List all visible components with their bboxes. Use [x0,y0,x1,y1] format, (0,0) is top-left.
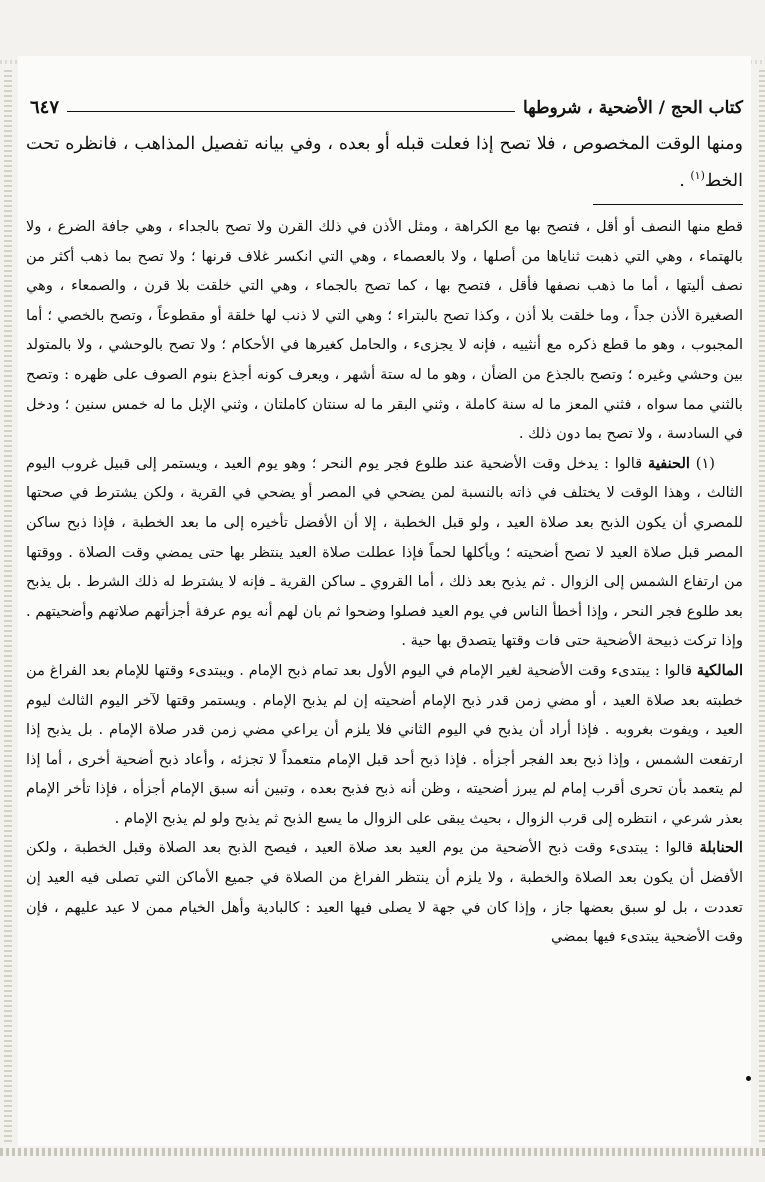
footnote-continuation: قطع منها النصف أو أقل ، فتصح بها مع الكراهة ، ومثل الأذن في ذلك القرن ولا تصح بالجداء ، وهي جافة الضرع ، ولا بالهتماء ، وهي التي ذهبت ثناياها من أصلها ، ولا بالعصماء ، وهي التي انكسر غلاف قرنها ؛ ولا تصح بما ذهب أكثر من نصف أليتها ، أما ما ذهب نصفها فأقل ، فتصح بها ، كما تصح بالجماء ، وهي التي خلقت بلا قرن ، والصمعاء ، وهي الصغيرة الأذن جداً ، وما خلقت بلا أذن ، وكذا تصح بالبتراء ؛ وهي التي لا ذنب لها خلقة أو مقطوعاً ، وتصح بالخصي ؛ أما المجبوب ، وهو ما قطع ذكره مع أنثييه ، فإنه لا يجزىء ، والحامل كغيرها في الأحكام ؛ ولا تصح بالوحشي ، ولا بالمتولد بين وحشي وغيره ؛ وتصح بالجذع من الضأن ، وهو ما له ستة أشهر ، ويعرف كونه أجذع بنوم الصوف على ظهره : وتصح بالثني مما سواه ، فثني المعز ما له سنة كاملة ، وثني البقر ما له سنتان كاملتان ، وثني الإبل ما له خمس سنين ؛ ودخل في السادسة ، ولا تصح بما دون ذلك . [26,218,743,443]
hanbali-text: قالوا : يبتدىء وقت ذبح الأضحية من يوم العيد بعد صلاة العيد ، فيصح الذبح بعد الصلاة وقبل الخطبة ، ولكن الأفضل أن يكون بعد الصلاة والخطبة ، ولا يلزم أن ينتظر الفراغ من الصلاة في جميع الأماكن التي تصلى فيه العيد إن تعددت ، بل لو سبق بعضها جاز ، وإذا كان في جهة لا يصلى فيها العيد : كالبادية وأهل الخيام ممن لا عيد عليهم ، فإن وقت الأضحية يبتدىء فيها بمضي [26,839,743,946]
maliki-text: قالوا : يبتدىء وقت الأضحية لغير الإمام في اليوم الأول بعد تمام ذبح الإمام . ويبتدىء وقتها للإمام بعد الفراغ من خطبته بعد صلاة العيد ، أو مضي زمن قدر ذبح الإمام أضحيته إن لم يذبح الإمام . ويستمر وقتها لآخر اليوم الثالث ليوم العيد ، ويفوت بغروبه . فإذا أراد أن يذبح في اليوم الثاني فلا يلزم أن يراعي مضي زمن قدر صلاة الإمام . بل يذبح إذا ارتفعت الشمس ، وإذا ذبح بعد الفجر أجزأه . فإذا ذبح أحد قبل الإمام متعمداً لا تجزئه ، وأعاد ذبح أضحية أخرى ، أما إذا لم يتعمد بأن تحرى أقرب إمام لم يبرز أضحيته ، وظن أنه ذبح فذبح بعده ، وتبين أنه سبق الإمام أجزأه ، فإذا تأخر الإمام بعذر شرعي ، انتظره إلى قرب الزوال ، بحيث يبقى على الزوال ما يسع الذبح ثم يذبح ولو لم يذبح الإمام . [26,661,743,827]
book-page [18,56,751,1146]
header-rule [67,111,515,112]
school-name-hanafi: الحنفية [648,454,690,472]
footnote-reference: (١) [690,169,705,182]
running-header [18,84,751,118]
header-title: كتاب الحج / الأضحية ، شروطها [523,98,743,118]
footnote-hanbali [26,833,743,951]
footnote-number: (١) [695,454,715,472]
page-edge-bottom [0,1148,765,1156]
page-edge-right [759,70,765,1142]
page-number: ٦٤٧ [30,97,60,118]
main-text [26,128,743,197]
main-text-end: . [679,170,691,191]
school-name-maliki: المالكية [696,661,743,679]
hanafi-text: قالوا : يدخل وقت الأضحية عند طلوع فجر يوم النحر ؛ وهو يوم العيد ، ويستمر إلى قبيل غروب اليوم الثالث ، وهذا الوقت لا يختلف في ذاته بالنسبة لمن يضحي في المصر أو يضحي في القرية ، ولكن يشترط في صحتها للمصري أن يكون الذبح بعد صلاة العيد ، ولو قبل الخطبة ، إلا أن الأفضل تأخيره إلى ما بعد الخطبة ، فإذا ذبح ساكن المصر قبل صلاة العيد لا تصح أضحيته ؛ ويأكلها لحماً فإذا عطلت صلاة العيد ينتظر بها حتى يمضي وقت الصلاة . ووقتها من ارتفاع الشمس إلى الزوال . ثم يذبح بعد ذلك ، أما القروي ـ ساكن القرية ـ فإنه لا يشترط له ذلك الشرط . بل يذبح بعد طلوع فجر النحر ، وإذا أخطأ الناس في يوم العيد فصلوا وضحوا ثم بان لهم أنه يوم عرفة أجزأتهم صلاتهم وأضحيتهم . وإذا تركت ذبيحة الأضحية حتى فات وقتها يتصدق بها حية . [26,454,743,650]
footnote-maliki [26,656,743,834]
footnotes-section [26,212,743,952]
footnote-hanafi [26,449,743,656]
school-name-hanbali: الحنابلة [699,839,743,857]
footnote-divider [593,204,743,205]
margin-dot [746,1076,751,1081]
main-text-body: ومنها الوقت المخصوص ، فلا تصح إذا فعلت قبله أو بعده ، وفي بيانه تفصيل المذاهب ، فانظره تحت الخط [26,134,743,191]
page-edge-left [4,70,12,1142]
